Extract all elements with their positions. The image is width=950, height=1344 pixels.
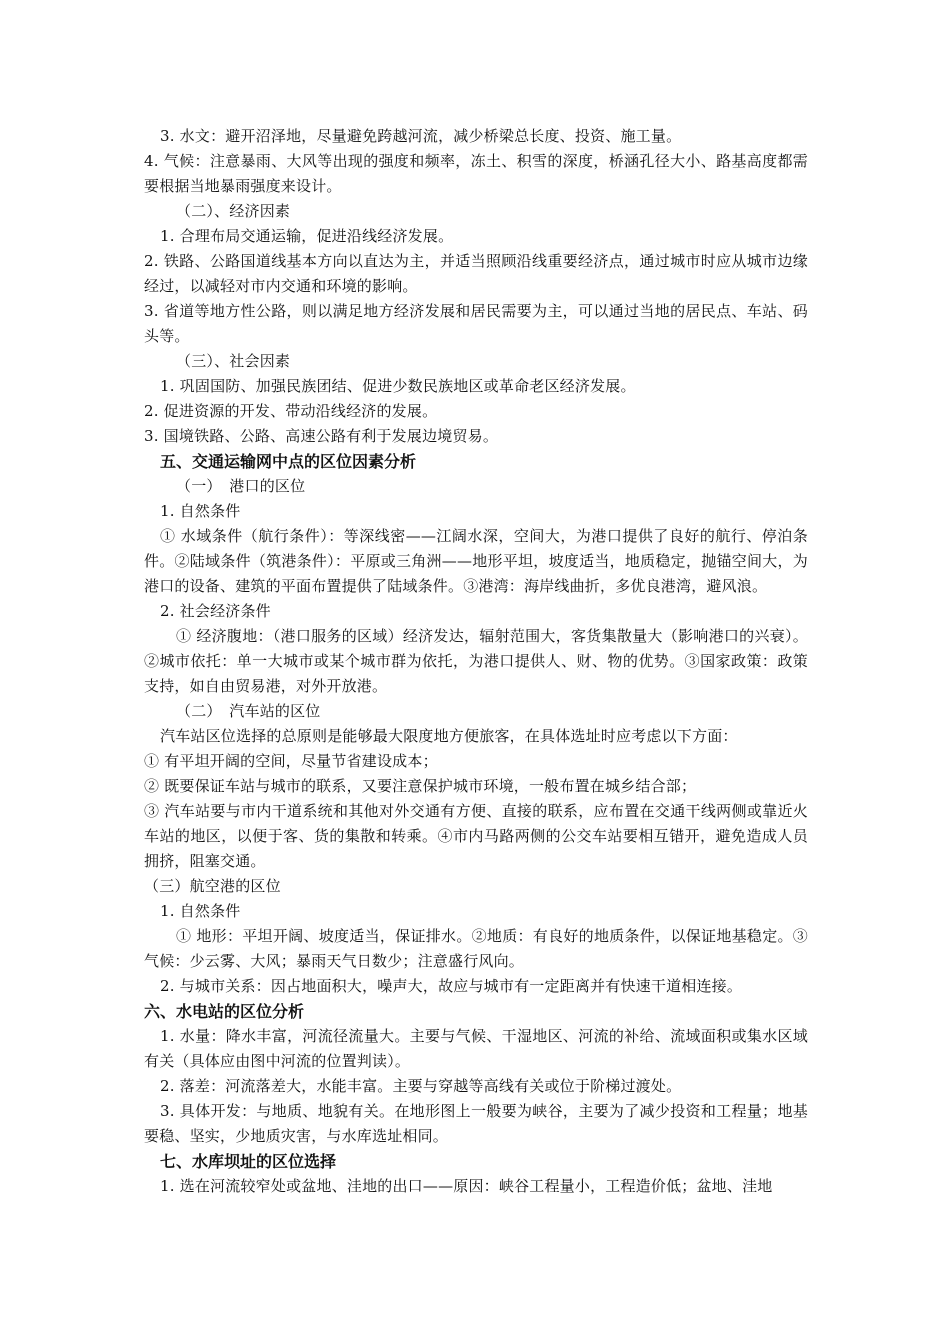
paragraph: 4. 气候：注意暴雨、大风等出现的强度和频率，冻土、积雪的深度，桥涵孔径大小、路基高度都需要根据当地暴雨强度来设计。 (144, 152, 808, 195)
paragraph: 2. 铁路、公路国道线基本方向以直达为主，并适当照顾沿线重要经济点，通过城市时应从城市边缘经过，以减轻对市内交通和环境的影响。 (144, 252, 808, 295)
subsection-heading: （三）航空港的区位 (144, 877, 281, 895)
section-heading: 六、水电站的区位分析 (144, 1002, 305, 1021)
subsection-heading: （一） 港口的区位 (176, 477, 306, 495)
paragraph: ① 地形：平坦开阔、坡度适当，保证排水。②地质：有良好的地质条件，以保证地基稳定。③气候：少云雾、大风；暴雨天气日数少；注意盛行风向。 (144, 927, 808, 970)
text-line: 1. 选在河流较窄处或盆地、洼地的出口——原因：峡谷工程量小，工程造价低；盆地、洼地 (160, 1177, 773, 1195)
paragraph: 3. 具体开发：与地质、地貌有关。在地形图上一般要为峡谷，主要为了减少投资和工程量；地基要稳、坚实，少地质灾害，与水库选址相同。 (144, 1102, 808, 1145)
text-line: 3. 水文：避开沼泽地，尽量避免跨越河流，减少桥梁总长度、投资、施工量。 (160, 127, 682, 145)
text-line: 汽车站区位选择的总原则是能够最大限度地方便旅客，在具体选址时应考虑以下方面： (160, 727, 738, 745)
document-page (144, 124, 808, 1199)
section-heading: 七、水库坝址的区位选择 (160, 1152, 337, 1171)
text-line: 2. 社会经济条件 (160, 602, 271, 620)
subsection-heading: （二）、经济因素 (176, 202, 291, 220)
section-heading: 五、交通运输网中点的区位因素分析 (160, 452, 417, 471)
text-line: 1. 合理布局交通运输，促进沿线经济发展。 (160, 227, 454, 245)
text-line: 1. 自然条件 (160, 502, 241, 520)
text-line: 2. 与城市关系：因占地面积大，噪声大，故应与城市有一定距离并有快速干道相连接。 (160, 977, 743, 995)
paragraph: 3. 省道等地方性公路，则以满足地方经济发展和居民需要为主，可以通过当地的居民点、车站、码头等。 (144, 302, 808, 345)
subsection-heading: （二） 汽车站的区位 (176, 702, 321, 720)
paragraph: 1. 水量：降水丰富，河流径流量大。主要与气候、干湿地区、河流的补给、流域面积或集水区域有关（具体应由图中河流的位置判读）。 (144, 1027, 808, 1070)
text-line: 2. 促进资源的开发、带动沿线经济的发展。 (144, 402, 438, 420)
text-line: ① 有平坦开阔的空间，尽量节省建设成本； (144, 752, 438, 770)
subsection-heading: （三）、社会因素 (176, 352, 291, 370)
paragraph: ③ 汽车站要与市内干道系统和其他对外交通有方便、直接的联系，应布置在交通干线两侧或靠近火车站的地区，以便于客、货的集散和转乘。④市内马路两侧的公交车站要相互错开，避免造成人员拥挤，阻塞交通。 (144, 802, 808, 870)
text-line: 3. 国境铁路、公路、高速公路有利于发展边境贸易。 (144, 427, 499, 445)
paragraph: ① 水域条件（航行条件）：等深线密——江阔水深，空间大，为港口提供了良好的航行、停泊条件。②陆域条件（筑港条件）：平原或三角洲——地形平坦，坡度适当，地质稳定，抛锚空间大，为港口的设备、建筑的平面布置提供了陆域条件。③港湾：海岸线曲折，多优良港湾，避风浪。 (144, 527, 808, 595)
text-line: 1. 巩固国防、加强民族团结、促进少数民族地区或革命老区经济发展。 (160, 377, 636, 395)
text-line: ② 既要保证车站与城市的联系，又要注意保护城市环境，一般布置在城乡结合部； (144, 777, 697, 795)
text-line: 1. 自然条件 (160, 902, 241, 920)
text-line: 2. 落差：河流落差大，水能丰富。主要与穿越等高线有关或位于阶梯过渡处。 (160, 1077, 682, 1095)
paragraph: ① 经济腹地：（港口服务的区域）经济发达，辐射范围大，客货集散量大（影响港口的兴衰）。②城市依托：单一大城市或某个城市群为依托，为港口提供人、财、物的优势。③国家政策：政策支持，如自由贸易港，对外开放港。 (144, 627, 808, 695)
